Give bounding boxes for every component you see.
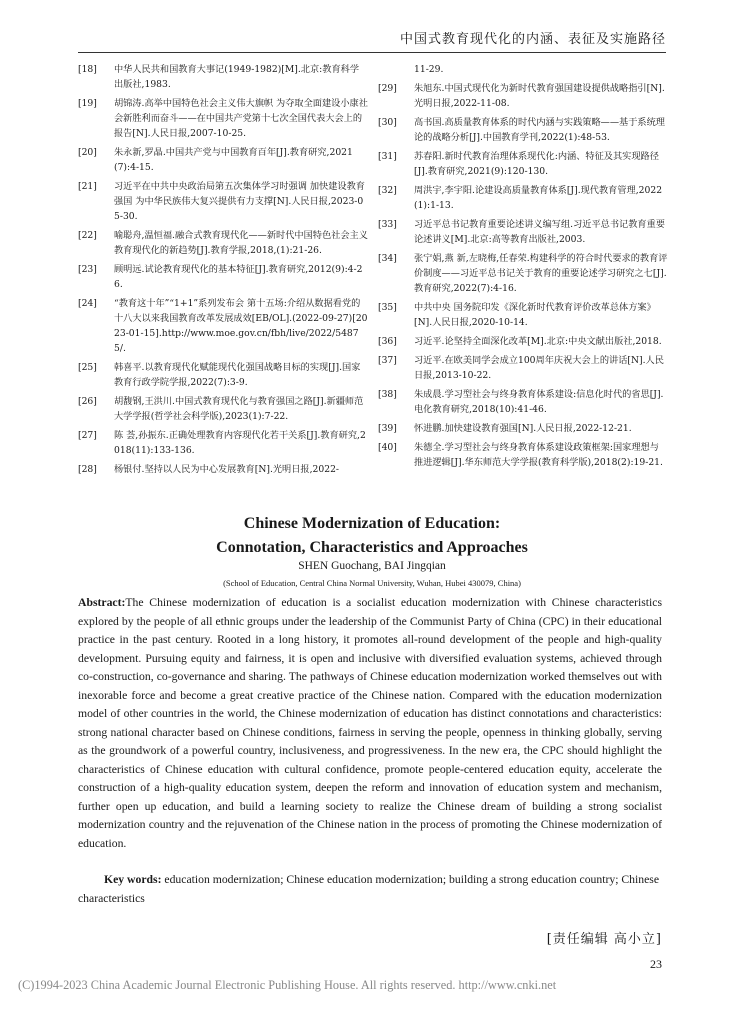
keywords-label: Key words: <box>104 873 162 886</box>
reference-text: 朱永新,罗晶.中国共产党与中国教育百年[J].教育研究,2021(7):4-15. <box>114 147 353 173</box>
reference-item <box>78 179 368 224</box>
reference-text: 习近平在中共中央政治局第五次集体学习时强调 加快建设教育强国 为中华民族伟大复兴提供有力支撑[N].人民日报,2023-05-30. <box>114 181 365 222</box>
reference-item <box>378 149 668 179</box>
reference-number: [27] <box>78 430 97 441</box>
reference-item <box>378 251 668 296</box>
reference-item <box>78 462 368 477</box>
abstract-text: The Chinese modernization of education is a socialist education modernization with Chinese characteristics explored by the people of all ethnic groups under the leadership of the Communist Party of China (CPC) in their educational practice in the past century. Rooted in a long history, it promotes all-round development of the people and high-quality development. Pursuing equity and fairness, it is open and inclusive with diversified evaluation systems, achieved through co-construction, co-governance and sharing. The pathways of Chinese education modernization worked themselves out with inexorable force and become a great creative practice of the Chinese nation. Compared with the education modernization model of other countries in the world, the Chinese modernization of education has distinct connotations and characteristics: strong national character based on Chinese conditions, fairness in serving the people, openness in thinking globally, serving as the groundwork of a powerful country, inclusiveness, and progressiveness. In the new era, the CPC should highlight the characteristics of Chinese education with cultural confidence, promote people-centered education equity, accelerate the construction of a high-quality education system, deepen the reform and innovation of education system and mechanism, further open up education, and build a learning society to realize the Chinese dream of building a strong socialist modernization country and the rejuvenation of the Chinese nation in the process of promoting the Chinese modernization of education. <box>78 596 662 850</box>
reference-column-left <box>78 62 368 481</box>
reference-number <box>378 62 414 77</box>
english-title-line2: Connotation, Characteristics and Approaches <box>216 539 528 556</box>
reference-item <box>78 145 368 175</box>
responsible-editor: [责任编辑 高小立] <box>546 932 662 947</box>
reference-number: [39] <box>378 423 397 434</box>
reference-text: 中华人民共和国教育大事记(1949-1982)[M].北京:教育科学出版社,1983. <box>114 64 360 90</box>
reference-item <box>378 81 668 111</box>
reference-number: [26] <box>78 396 97 407</box>
reference-item <box>378 334 668 349</box>
reference-text: 习近平.论坚持全面深化改革[M].北京:中央文献出版社,2018. <box>414 336 662 347</box>
reference-number: [34] <box>378 253 397 264</box>
reference-item <box>78 62 368 92</box>
copyright-watermark: (C)1994-2023 China Academic Journal Electronic Publishing House. All rights reserved. http://www.cnki.net <box>18 978 557 992</box>
page-number: 23 <box>650 957 662 971</box>
reference-item <box>378 217 668 247</box>
abstract-label: Abstract: <box>78 596 126 609</box>
english-title-line1: Chinese Modernization of Education: <box>243 515 501 532</box>
reference-number: [22] <box>78 230 97 241</box>
reference-number: [35] <box>378 302 397 313</box>
reference-text: 朱成晨.学习型社会与终身教育体系建设:信息化时代的省思[J].电化教育研究,2018(10):41-46. <box>414 389 664 415</box>
reference-item <box>78 262 368 292</box>
reference-text: 高书国.高质量教育体系的时代内涵与实践策略——基于系统理论的战略分析[J].中国教育学刊,2022(1):48-53. <box>414 117 665 143</box>
reference-number: [24] <box>78 298 97 309</box>
reference-number: [31] <box>378 151 397 162</box>
reference-number: [20] <box>78 147 97 158</box>
reference-item <box>378 300 668 330</box>
keywords-text: education modernization; Chinese education modernization; building a strong education country; Chinese characteristics <box>78 873 660 905</box>
reference-text: 怀进鹏.加快建设教育强国[N].人民日报,2022-12-21. <box>414 423 632 434</box>
reference-number: [29] <box>378 83 397 94</box>
reference-text: 胡馥钢,王洪川.中国式教育现代化与教育强国之路[J].新疆师范大学学报(哲学社会科学版),2023(1):7-22. <box>114 396 364 422</box>
reference-item <box>378 421 668 436</box>
reference-list <box>78 62 668 481</box>
reference-number: [37] <box>378 355 397 366</box>
reference-text: 习近平.在欧美同学会成立100周年庆祝大会上的讲话[N].人民日报,2013-10-22. <box>414 355 664 381</box>
english-title <box>0 512 744 560</box>
reference-number: [18] <box>78 64 97 75</box>
running-header-title: 中国式教育现代化的内涵、表征及实施路径 <box>399 32 666 47</box>
reference-text: 苏春阳.新时代教育治理体系现代化:内涵、特征及其实现路径[J].教育研究,2021(9):120-130. <box>414 151 659 177</box>
english-affiliation: (School of Education, Central China Normal University, Wuhan, Hubei 430079, China) <box>223 578 521 588</box>
reference-number: [23] <box>78 264 97 275</box>
english-abstract <box>78 594 662 853</box>
reference-item <box>378 115 668 145</box>
reference-number: [38] <box>378 389 397 400</box>
english-authors: SHEN Guochang, BAI Jingqian <box>298 560 446 572</box>
reference-text: 杨银付.坚持以人民为中心发展教育[N].光明日报,2022- <box>114 464 340 475</box>
reference-text: 11-29. <box>414 64 444 75</box>
reference-text: 朱旭东.中国式现代化为新时代教育强国建设提供战略指引[N].光明日报,2022-11-08. <box>414 83 665 109</box>
reference-text: 习近平总书记教育重要论述讲义编写组.习近平总书记教育重要论述讲义[M].北京:高等教育出版社,2003. <box>414 219 665 245</box>
reference-number: [25] <box>78 362 97 373</box>
reference-number: [19] <box>78 98 97 109</box>
reference-text: 胡锦涛.高举中国特色社会主义伟大旗帜 为夺取全面建设小康社会新胜利而奋斗——在中国共产党第十七次全国代表大会上的报告[N].人民日报,2007-10-25. <box>114 98 368 139</box>
reference-text: 朱德全.学习型社会与终身教育体系建设政策框架:国家理想与推进逻辑[J].华东师范大学学报(教育科学版),2018(2):19-21. <box>414 442 663 468</box>
reference-number: [40] <box>378 442 397 453</box>
reference-item <box>378 183 668 213</box>
reference-number: [32] <box>378 185 397 196</box>
reference-text: 顾明远.试论教育现代化的基本特征[J].教育研究,2012(9):4-26. <box>114 264 363 290</box>
reference-item <box>378 387 668 417</box>
reference-number: [21] <box>78 181 97 192</box>
reference-text: “教育这十年”“1+1”系列发布会 第十五场:介绍从数据看党的十八大以来我国教育改革发展成效[EB/OL].(2022-09-27)[2023-01-15].http://www.moe.gov.cn/fbh/live/2022/54875/. <box>114 298 368 354</box>
reference-text: 陈 荟,孙振东.正确处理教育内容现代化若干关系[J].教育研究,2018(11):133-136. <box>114 430 366 456</box>
reference-number: [36] <box>378 336 397 347</box>
header-divider <box>78 52 666 53</box>
reference-text: 中共中央 国务院印发《深化新时代教育评价改革总体方案》[N].人民日报,2020-10-14. <box>414 302 656 328</box>
reference-number: [28] <box>78 464 97 475</box>
reference-item <box>378 62 668 77</box>
reference-item <box>78 360 368 390</box>
reference-item <box>78 228 368 258</box>
reference-text: 张宁娟,燕 新,左晓梅,任春荣.构建科学的符合时代要求的教育评价制度——习近平总书记关于教育的重要论述学习研究之七[J].教育研究,2022(7):4-16. <box>414 253 668 294</box>
reference-text: 韩喜平.以教育现代化赋能现代化强国战略目标的实现[J].国家教育行政学院学报,2022(7):3-9. <box>114 362 361 388</box>
english-keywords <box>78 871 662 908</box>
reference-item <box>78 96 368 141</box>
reference-text: 周洪宇,李宇阳.论建设高质量教育体系[J].现代教育管理,2022(1):1-13. <box>414 185 663 211</box>
reference-item <box>78 394 368 424</box>
reference-number: [30] <box>378 117 397 128</box>
reference-item <box>378 353 668 383</box>
reference-item <box>78 428 368 458</box>
reference-item <box>378 440 668 470</box>
reference-text: 喻聪舟,温恒福.融合式教育现代化——新时代中国特色社会主义教育现代化的新趋势[J].教育学报,2018,(1):21-26. <box>114 230 368 256</box>
reference-item <box>78 296 368 356</box>
reference-column-right <box>378 62 668 481</box>
reference-number: [33] <box>378 219 397 230</box>
